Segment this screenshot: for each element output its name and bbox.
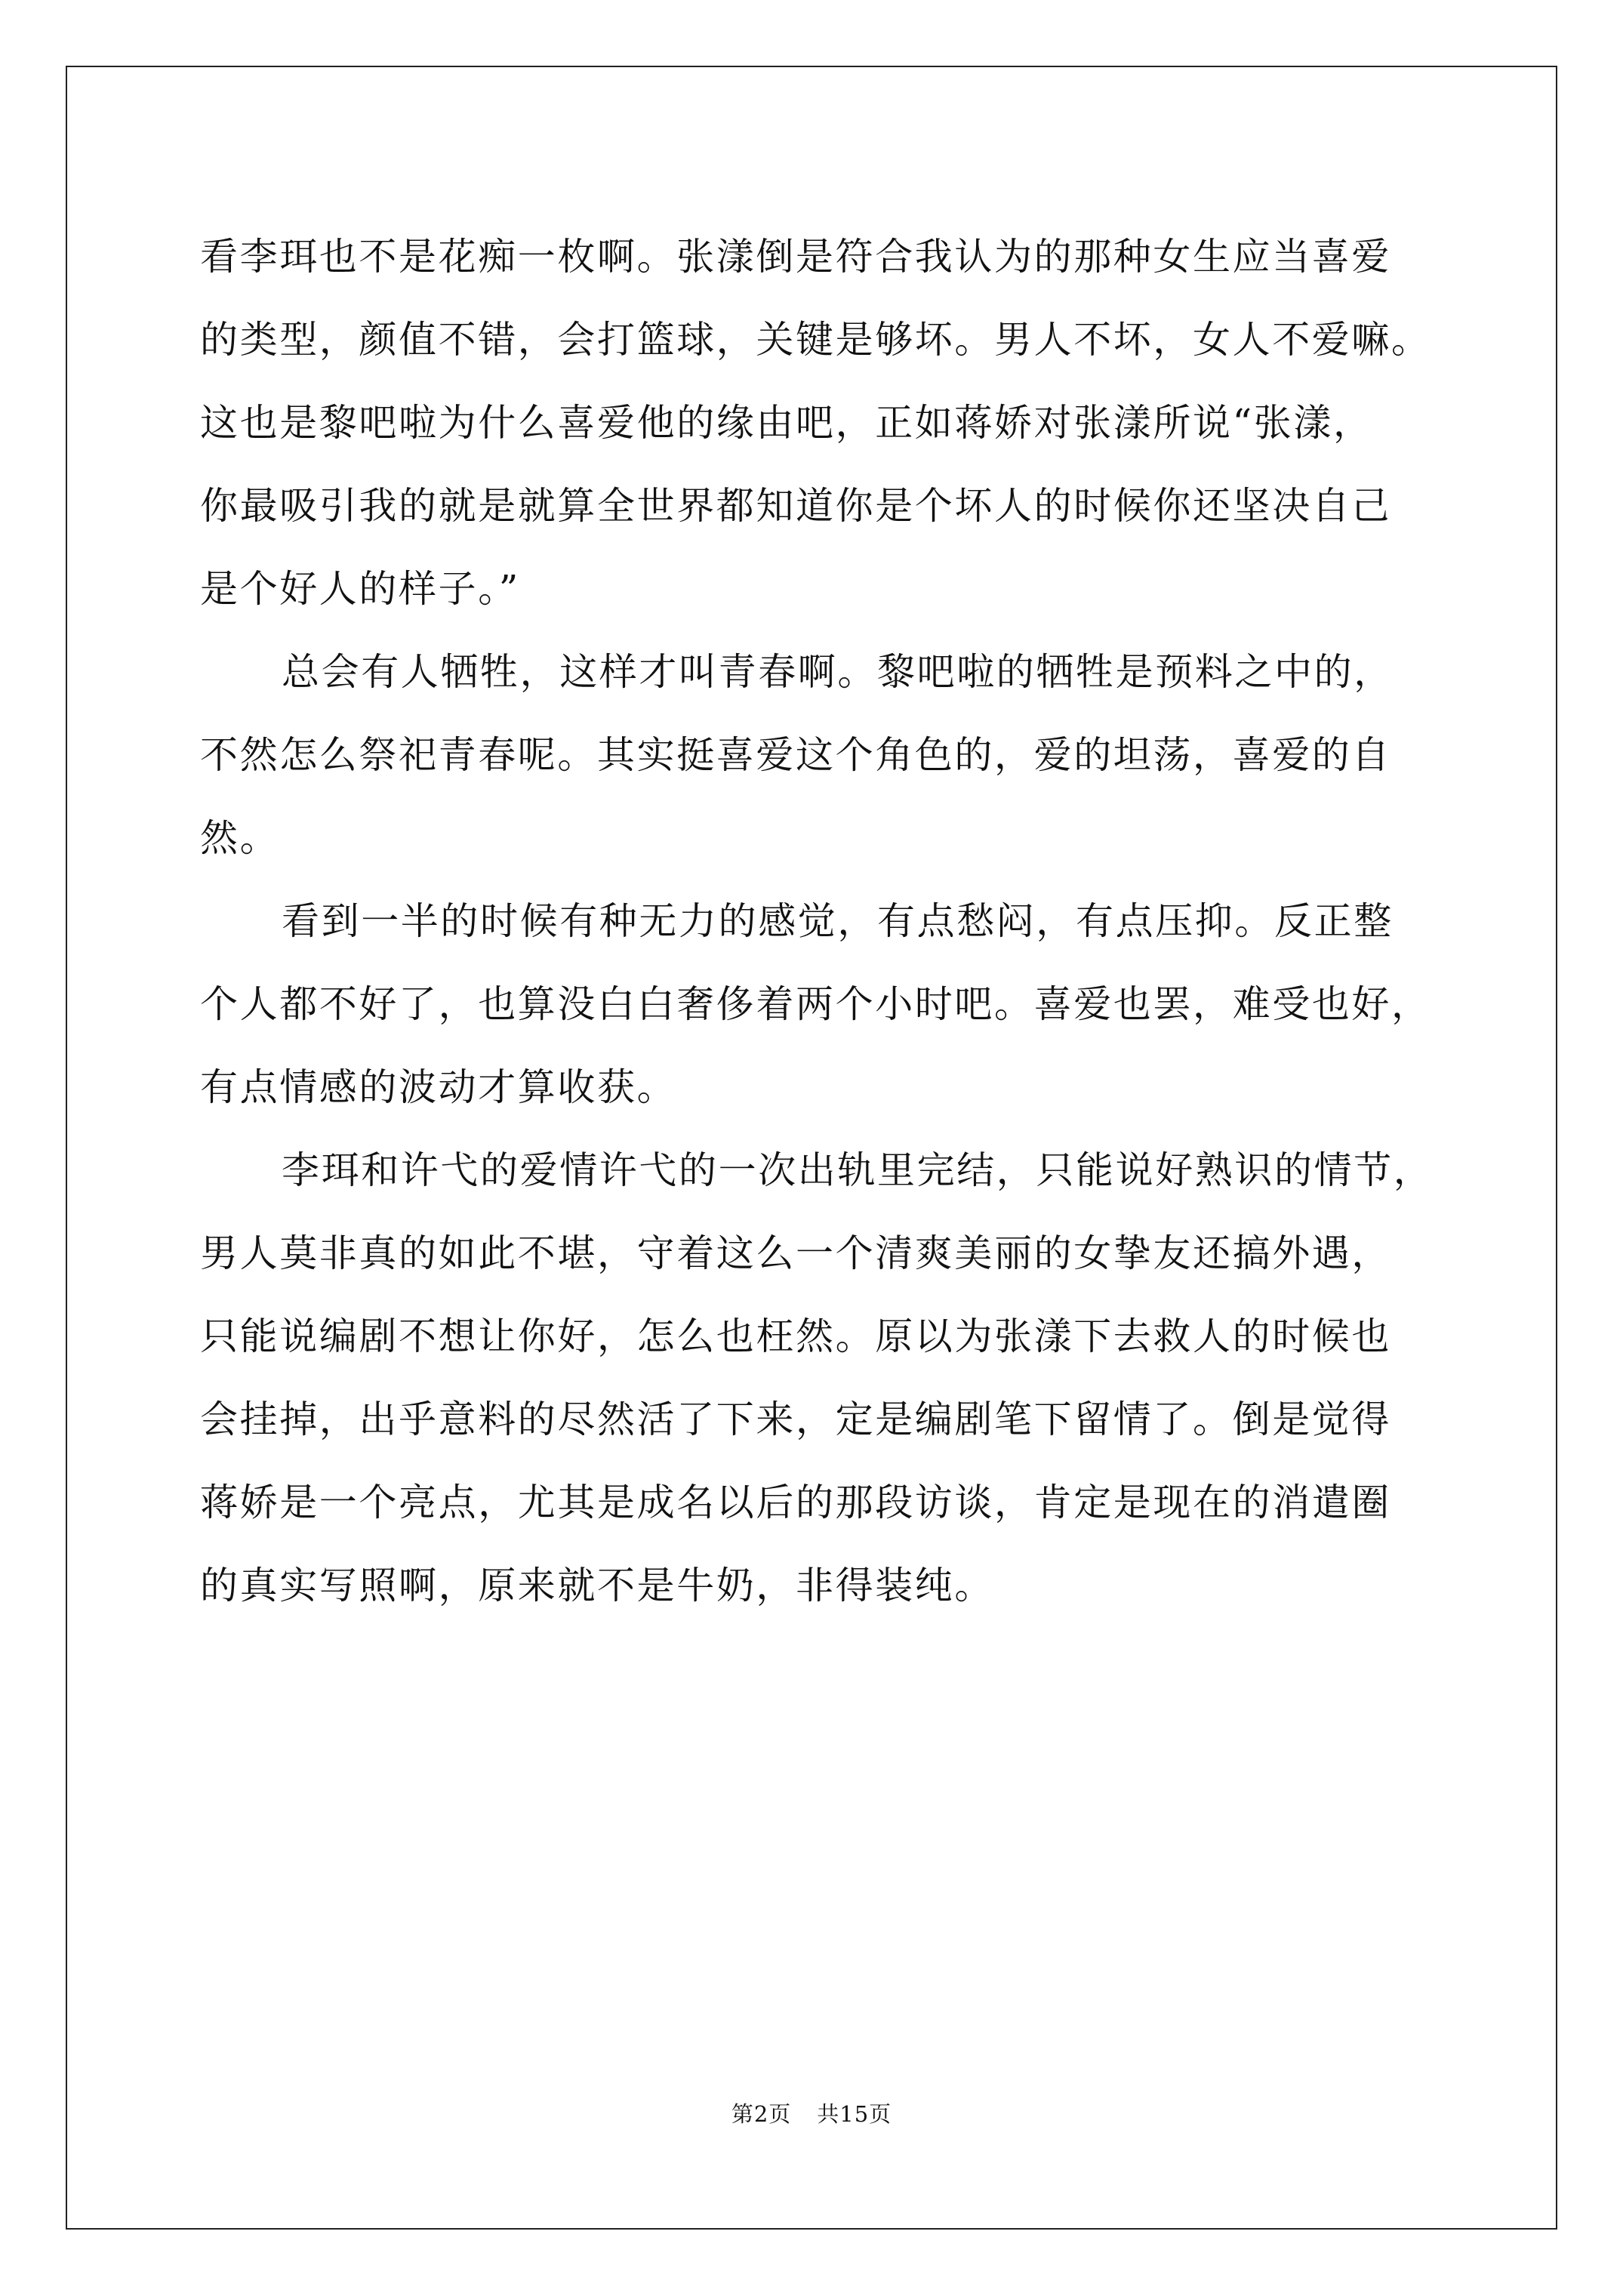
text-line: 你最吸引我的就是就算全世界都知道你是个坏人的时候你还坚决自己 [200, 484, 1391, 528]
text-line: 男人莫非真的如此不堪，守着这么一个清爽美丽的女挚友还搞外遇， [200, 1231, 1391, 1275]
document-body [200, 215, 1438, 1627]
text-line: 不然怎么祭祀青春呢。其实挺喜爱这个角色的，爱的坦荡，喜爱的自 [200, 733, 1391, 777]
text-line: 看到一半的时候有种无力的感觉，有点愁闷，有点压抑。反正整 [282, 899, 1394, 943]
page-number-total: 共15页 [817, 2101, 892, 2127]
paragraph-3 [200, 880, 1438, 1129]
paragraph-4 [200, 1129, 1438, 1627]
text-line: 会挂掉，出乎意料的尽然活了下来，定是编剧笔下留情了。倒是觉得 [200, 1398, 1391, 1441]
text-line: 的类型，颜值不错，会打篮球，关键是够坏。男人不坏，女人不爱嘛。 [200, 318, 1431, 362]
text-line: 看李珥也不是花痴一枚啊。张漾倒是符合我认为的那种女生应当喜爱 [200, 235, 1391, 279]
text-line: 然。 [200, 816, 280, 860]
paragraph-1 [200, 215, 1438, 630]
page-footer [0, 2097, 1623, 2128]
text-line: 的真实写照啊，原来就不是牛奶，非得装纯。 [200, 1564, 994, 1607]
text-line: 李珥和许弋的爱情许弋的一次出轨里完结，只能说好熟识的情节， [282, 1148, 1434, 1192]
text-line: 这也是黎吧啦为什么喜爱他的缘由吧，正如蒋娇对张漾所说“张漾， [200, 401, 1373, 445]
paragraph-2 [200, 630, 1438, 880]
text-line: 总会有人牺牲，这样才叫青春啊。黎吧啦的牺牲是预料之中的， [282, 650, 1394, 694]
page-number-current: 第2页 [731, 2101, 792, 2127]
text-line: 有点情感的波动才算收获。 [200, 1065, 677, 1109]
text-line: 是个好人的样子。” [200, 567, 520, 611]
text-line: 个人都不好了，也算没白白奢侈着两个小时吧。喜爱也罢，难受也好， [200, 982, 1431, 1026]
text-line: 蒋娇是一个亮点，尤其是成名以后的那段访谈，肯定是现在的消遣圈 [200, 1481, 1391, 1524]
text-line: 只能说编剧不想让你好，怎么也枉然。原以为张漾下去救人的时候也 [200, 1314, 1391, 1358]
